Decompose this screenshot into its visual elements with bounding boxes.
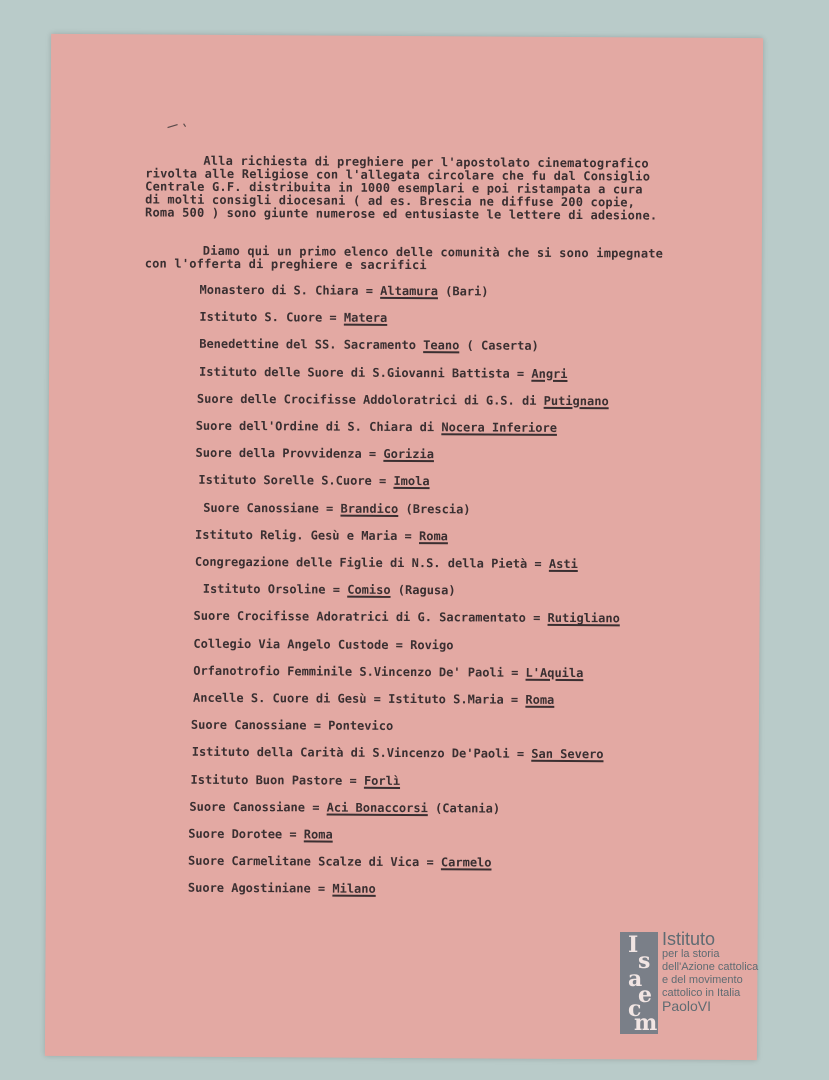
- intro-line: rivolta alle Religiose con l'allegata circolare che fu dal Consiglio: [145, 166, 651, 184]
- community-name: Suore delle Crocifisse Addoloratrici di G.S. di: [196, 391, 544, 408]
- logo-letter: a: [628, 966, 643, 992]
- community-place: Angri: [531, 366, 568, 381]
- community-place: L'Aquila: [525, 665, 584, 680]
- community-place: Matera: [343, 310, 388, 326]
- document-sheet: [45, 34, 763, 1060]
- second-line: con l'offerta di preghiere e sacrifici: [144, 256, 427, 273]
- logo-line: cattolico in Italia: [662, 987, 741, 999]
- community-item: [192, 745, 604, 762]
- community-item: [188, 827, 333, 842]
- community-name: Monastero di S. Chiara =: [199, 282, 381, 298]
- community-place: Altamura: [380, 283, 439, 299]
- community-item: [200, 283, 489, 299]
- intro-line: Roma 500 ) sono giunte numerose ed entusiaste le lettere di adesione.: [144, 205, 658, 223]
- community-name: Ancelle S. Cuore di Gesù = Istituto S.Maria =: [193, 690, 526, 707]
- logo-paolo: PaoloVI: [662, 998, 712, 1014]
- community-province: ( Caserta): [459, 338, 539, 354]
- community-place: Comiso: [347, 582, 391, 598]
- community-place: Brandico: [340, 501, 399, 516]
- community-place: Teano: [423, 338, 460, 353]
- community-name: Benedettine del SS. Sacramento: [199, 337, 424, 353]
- community-place: Nocera Inferiore: [441, 420, 558, 435]
- second-paragraph: [145, 244, 663, 273]
- community-name: Suore Canossiane =: [189, 799, 327, 815]
- logo-letter: I: [628, 932, 639, 958]
- community-province: (Brescia): [398, 501, 471, 516]
- community-item: [195, 528, 448, 544]
- community-name: Suore Dorotee =: [188, 826, 304, 842]
- community-item: [199, 364, 568, 380]
- community-name: Istituto Orsoline =: [202, 581, 348, 597]
- community-place: Rutigliano: [547, 611, 620, 626]
- community-name: Istituto Sorelle S.Cuore =: [198, 473, 394, 489]
- community-item: [194, 609, 620, 626]
- community-place: Gorizia: [383, 447, 435, 462]
- logo-letter: m: [634, 1010, 658, 1036]
- community-name: Suore Carmelitane Scalze di Vica =: [188, 853, 441, 870]
- logo-letter: s: [638, 948, 651, 974]
- community-name: Suore della Provvidenza =: [195, 445, 384, 462]
- community-province: (Bari): [437, 284, 489, 299]
- community-item: [199, 337, 539, 353]
- community-item: [193, 636, 453, 652]
- community-item: [199, 310, 387, 325]
- community-item: [191, 772, 401, 787]
- community-place: Roma: [418, 528, 448, 544]
- community-name: Suore Crocifisse Adoratrici di G. Sacramentato =: [193, 609, 548, 626]
- isacem-logo: [620, 930, 770, 1040]
- isacem-monogram: [620, 932, 658, 1034]
- ink-mark: [166, 123, 196, 129]
- community-item: [191, 718, 393, 733]
- community-item: [193, 664, 583, 680]
- community-item: [198, 473, 429, 488]
- community-province: (Catania): [427, 800, 501, 816]
- isacem-text: [662, 930, 758, 1013]
- community-place: San Severo: [531, 747, 604, 762]
- community-province: (Ragusa): [390, 583, 456, 598]
- community-item: [189, 799, 500, 815]
- community-name: Istituto Buon Pastore =: [190, 772, 365, 788]
- community-place: Imola: [393, 474, 430, 489]
- community-item: [196, 419, 557, 435]
- community-item: [193, 691, 554, 707]
- community-name: Congregazione delle Figlie di N.S. della Pietà =: [194, 554, 549, 571]
- logo-letter: c: [628, 996, 642, 1022]
- community-place: Roma: [303, 827, 333, 842]
- logo-line: e del movimento: [662, 974, 743, 986]
- community-place: Milano: [332, 881, 376, 897]
- community-item: [203, 500, 470, 516]
- logo-title: Istituto: [662, 929, 716, 949]
- community-name: Suore Canossiane =: [203, 500, 341, 516]
- intro-line: Centrale G.F. distribuita in 1000 esemplari e poi ristampata a cura: [145, 179, 643, 197]
- community-name: Suore Agostiniane =: [187, 881, 333, 896]
- intro-line: di molti consigli diocesani ( ad es. Brescia ne diffuse 200 copie,: [145, 192, 636, 210]
- community-place: Putignano: [543, 393, 609, 409]
- community-name: Suore dell'Ordine di S. Chiara di: [195, 418, 442, 435]
- community-place: Aci Bonaccorsi: [326, 800, 428, 815]
- logo-line: per la storia: [662, 948, 720, 960]
- community-name: Istituto della Carità di S.Vincenzo De'Paoli =: [191, 745, 532, 762]
- community-item: [188, 854, 492, 870]
- community-item: [196, 446, 435, 461]
- community-item: [188, 881, 376, 896]
- community-name: Collegio Via Angelo Custode = Rovigo: [193, 636, 454, 652]
- community-place: Carmelo: [440, 855, 492, 870]
- community-item: [195, 555, 578, 571]
- community-place: Roma: [525, 692, 555, 707]
- community-place: Asti: [548, 556, 578, 572]
- logo-line: dell'Azione cattolica: [662, 961, 759, 973]
- community-name: Istituto Relig. Gesù e Maria =: [195, 527, 420, 543]
- community-name: Orfanotrofio Femminile S.Vincenzo De' Paoli =: [193, 663, 526, 680]
- community-item: [197, 392, 609, 409]
- community-name: Istituto S. Cuore =: [199, 309, 344, 325]
- second-line: Diamo qui un primo elenco delle comunità che si sono impegnate: [202, 243, 664, 261]
- community-name: Suore Canossiane = Pontevico: [190, 717, 394, 734]
- intro-paragraph: [145, 154, 658, 222]
- intro-line: Alla richiesta di preghiere per l'apostolato cinematografico: [203, 153, 649, 171]
- community-place: Forlì: [363, 773, 401, 788]
- community-name: Istituto delle Suore di S.Giovanni Battista =: [199, 364, 532, 381]
- logo-letter: e: [638, 982, 652, 1008]
- community-item: [203, 582, 456, 598]
